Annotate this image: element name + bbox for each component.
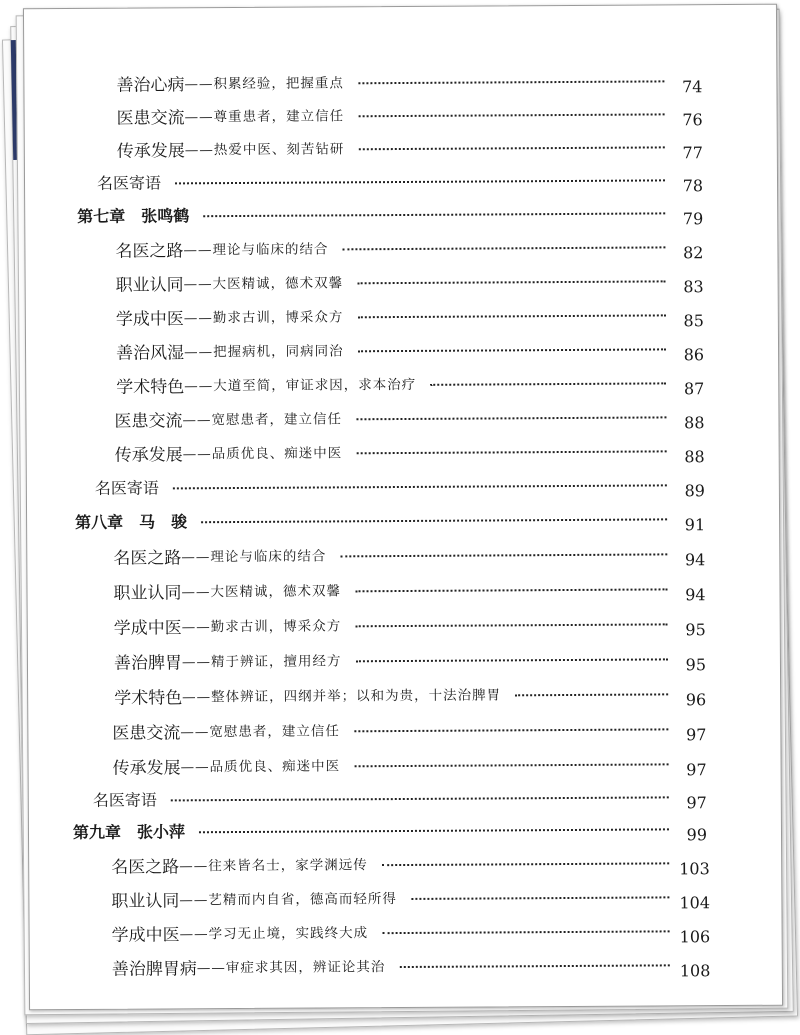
dot-leader bbox=[203, 212, 665, 217]
entry-subtitle: ——大道至简，审证求因，求本治疗 bbox=[184, 376, 417, 395]
dot-leader bbox=[355, 658, 668, 662]
entry-title: 善治脾胃病 bbox=[111, 958, 197, 980]
toc-entry[interactable] bbox=[113, 641, 707, 676]
page-number: 103 bbox=[679, 859, 710, 879]
dot-leader bbox=[355, 623, 668, 627]
toc-entry[interactable] bbox=[111, 845, 710, 880]
entry-subtitle: ——理论与临床的结合 bbox=[181, 548, 327, 566]
entry-subtitle: ——热爱中医、刻苦钻研 bbox=[184, 141, 345, 159]
entry-subtitle: ——学习无止境，实践终大成 bbox=[179, 925, 369, 943]
page-number: 97 bbox=[686, 760, 707, 780]
page-number: 96 bbox=[685, 690, 707, 710]
dot-leader bbox=[354, 763, 669, 767]
page-number: 91 bbox=[684, 515, 706, 535]
toc-entry[interactable] bbox=[116, 129, 703, 164]
entry-subtitle: ——大医精诚，德术双馨 bbox=[181, 583, 342, 601]
toc-chapter[interactable] bbox=[75, 501, 706, 537]
page-number: 79 bbox=[682, 209, 704, 229]
toc-entry[interactable] bbox=[112, 746, 707, 781]
entry-title: 学术特色 bbox=[116, 376, 185, 398]
dot-leader bbox=[357, 280, 666, 284]
page-number: 95 bbox=[685, 620, 706, 640]
entry-subtitle: ——品质优良、痴迷中医 bbox=[180, 758, 341, 776]
page-number: 85 bbox=[683, 311, 704, 331]
dot-leader bbox=[358, 146, 665, 150]
page-number: 99 bbox=[686, 825, 708, 845]
entry-title: 名医寄语 bbox=[92, 790, 157, 810]
toc-entry[interactable] bbox=[113, 606, 706, 641]
entry-subtitle: ——积累经验，把握重点 bbox=[184, 75, 344, 93]
entry-subtitle: ——宽慰患者，建立信任 bbox=[180, 723, 340, 741]
entry-title: 善治风湿 bbox=[115, 342, 185, 364]
toc-page bbox=[23, 4, 783, 1011]
page-number: 88 bbox=[684, 447, 705, 467]
dot-leader bbox=[173, 484, 667, 489]
page-number: 87 bbox=[683, 379, 705, 399]
toc-entry[interactable] bbox=[116, 96, 703, 131]
entry-title: 职业认同 bbox=[113, 582, 182, 604]
page-number: 97 bbox=[686, 793, 707, 813]
entry-subtitle: ——审症求其因，辨证论其治 bbox=[196, 959, 386, 977]
toc-entry[interactable] bbox=[94, 467, 705, 503]
entry-title: 善治脾胃 bbox=[113, 652, 183, 674]
page-number: 83 bbox=[683, 277, 704, 297]
dot-leader bbox=[199, 828, 669, 833]
toc-entry[interactable] bbox=[115, 297, 704, 332]
entry-title: 医患交流 bbox=[114, 410, 183, 432]
entry-title: 职业认同 bbox=[111, 890, 180, 912]
entry-title: 善治心病 bbox=[116, 74, 185, 96]
page-number: 104 bbox=[679, 893, 711, 913]
chapter-title: 第八章 马 骏 bbox=[75, 511, 188, 532]
entry-subtitle: ——把握病机，同病同治 bbox=[184, 343, 344, 361]
page-number: 95 bbox=[685, 655, 707, 675]
toc-entry[interactable] bbox=[111, 913, 711, 948]
entry-subtitle: ——尊重患者，建立信任 bbox=[184, 108, 345, 126]
table-of-contents bbox=[24, 5, 776, 981]
entry-title: 名医之路 bbox=[113, 547, 182, 569]
toc-entry[interactable] bbox=[111, 879, 711, 914]
toc-entry[interactable] bbox=[113, 536, 706, 571]
page-number: 76 bbox=[682, 110, 703, 130]
dot-leader bbox=[357, 314, 666, 318]
entry-subtitle: ——理论与临床的结合 bbox=[183, 241, 329, 259]
dot-leader bbox=[201, 518, 667, 523]
dot-leader bbox=[430, 382, 666, 385]
entry-title: 学成中医 bbox=[115, 308, 184, 330]
toc-chapter[interactable] bbox=[72, 811, 708, 847]
chapter-title: 第七章 张鸣鹤 bbox=[77, 205, 190, 226]
dot-leader bbox=[399, 964, 670, 968]
toc-entry[interactable] bbox=[96, 162, 704, 198]
entry-title: 学成中医 bbox=[113, 617, 182, 639]
chapter-title: 第九章 张小萍 bbox=[72, 821, 186, 842]
page-number: 108 bbox=[679, 961, 711, 981]
entry-title: 传承发展 bbox=[114, 444, 183, 466]
toc-entry[interactable] bbox=[111, 947, 711, 982]
entry-title: 学术特色 bbox=[114, 687, 183, 709]
entry-subtitle: ——往来皆名士，家学渊远传 bbox=[179, 857, 368, 875]
toc-entry[interactable] bbox=[115, 263, 704, 298]
toc-entry[interactable] bbox=[116, 365, 705, 400]
toc-entry[interactable] bbox=[113, 571, 706, 606]
toc-entry[interactable] bbox=[92, 779, 707, 815]
entry-subtitle: ——艺精而内自省，德高而轻所得 bbox=[179, 891, 397, 909]
page-number: 77 bbox=[682, 143, 703, 163]
dot-leader bbox=[358, 113, 665, 117]
entry-title: 名医寄语 bbox=[96, 172, 162, 193]
page-number: 89 bbox=[684, 481, 705, 501]
dot-leader bbox=[171, 796, 669, 801]
toc-entry[interactable] bbox=[115, 331, 705, 366]
page-number: 86 bbox=[683, 345, 705, 365]
entry-subtitle: ——精于辨证，擅用经方 bbox=[181, 653, 342, 671]
dot-leader bbox=[340, 553, 667, 557]
toc-chapter[interactable] bbox=[77, 195, 704, 231]
entry-title: 医患交流 bbox=[116, 107, 185, 129]
entry-title: 名医之路 bbox=[115, 240, 184, 262]
toc-entry[interactable] bbox=[114, 433, 705, 468]
page-number: 82 bbox=[683, 243, 704, 263]
toc-entry[interactable] bbox=[116, 63, 703, 98]
dot-leader bbox=[354, 728, 669, 732]
entry-subtitle: ——勤求古训，博采众方 bbox=[181, 618, 342, 636]
page-number: 74 bbox=[682, 77, 703, 97]
entry-title: 传承发展 bbox=[116, 140, 185, 162]
entry-title: 职业认同 bbox=[115, 274, 184, 296]
dot-leader bbox=[382, 862, 670, 866]
dot-leader bbox=[411, 896, 670, 900]
entry-subtitle: ——宽慰患者，建立信任 bbox=[182, 411, 343, 429]
dot-leader bbox=[356, 450, 667, 454]
page-number: 106 bbox=[679, 927, 711, 947]
dot-leader bbox=[355, 588, 668, 592]
entry-title: 医患交流 bbox=[112, 722, 181, 744]
entry-title: 学成中医 bbox=[111, 924, 180, 946]
entry-title: 传承发展 bbox=[112, 757, 181, 779]
page-number: 94 bbox=[685, 585, 706, 605]
dot-leader bbox=[356, 416, 667, 420]
entry-subtitle: ——勤求古训，博采众方 bbox=[183, 309, 344, 327]
page-number: 78 bbox=[682, 176, 704, 196]
dot-leader bbox=[342, 246, 665, 250]
page-number: 94 bbox=[684, 550, 706, 570]
dot-leader bbox=[515, 693, 668, 696]
entry-subtitle: ——整体辨证，四纲并举；以和为贵，十法治脾胃 bbox=[182, 687, 502, 706]
entry-title: 名医之路 bbox=[111, 856, 180, 878]
page-number: 88 bbox=[684, 413, 705, 433]
toc-entry[interactable] bbox=[114, 399, 705, 434]
dot-leader bbox=[382, 930, 670, 934]
entry-subtitle: ——品质优良、痴迷中医 bbox=[182, 445, 343, 463]
dot-leader bbox=[358, 348, 667, 352]
entry-subtitle: ——大医精诚，德术双馨 bbox=[183, 275, 344, 293]
toc-entry[interactable] bbox=[114, 676, 707, 711]
toc-entry[interactable] bbox=[115, 229, 704, 264]
dot-leader bbox=[358, 80, 665, 84]
dot-leader bbox=[175, 179, 665, 184]
page-number: 97 bbox=[685, 725, 707, 745]
toc-entry[interactable] bbox=[112, 711, 707, 746]
entry-title: 名医寄语 bbox=[94, 477, 159, 498]
